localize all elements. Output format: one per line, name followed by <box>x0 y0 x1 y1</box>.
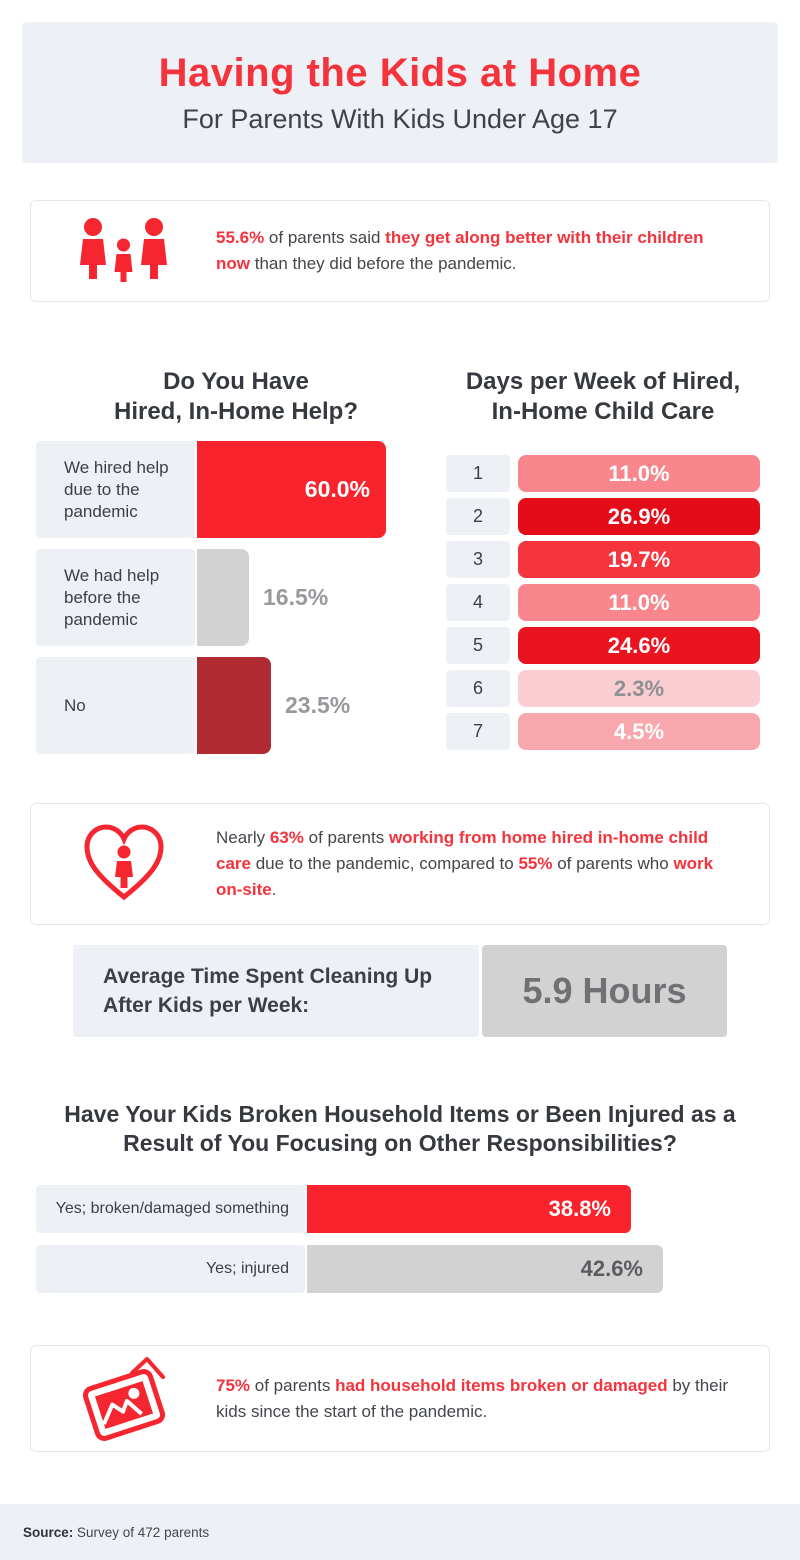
bar <box>197 441 386 538</box>
heat-row <box>446 455 760 492</box>
heat-bar <box>518 584 760 621</box>
charts-row <box>0 367 800 765</box>
chart-days-title: Days per Week of Hired, In-Home Child Care <box>465 368 741 425</box>
day-label: 5 <box>446 627 510 664</box>
heat-bar <box>518 713 760 750</box>
heat-row <box>446 670 760 707</box>
day-label: 3 <box>446 541 510 578</box>
bar-label: We hired help due to the pandemic <box>36 441 195 538</box>
bar-value: 16.5% <box>263 584 329 610</box>
heat-row <box>446 498 760 535</box>
bar <box>197 549 249 646</box>
heat-bar <box>518 627 760 664</box>
bar-value: 42.6% <box>580 1256 643 1281</box>
heat-row <box>446 541 760 578</box>
heat-value: 4.5% <box>613 718 665 744</box>
heat-value: 19.7% <box>607 546 671 572</box>
callout-broken-items-text: 75% of parents had household items broken or damaged by their kids since the start of the pandemic. <box>216 1375 729 1421</box>
heart-person-icon <box>31 819 216 909</box>
callout-get-along <box>30 200 770 302</box>
day-label: 7 <box>446 713 510 750</box>
bar <box>197 657 271 754</box>
page-title: Having the Kids at Home <box>158 50 642 95</box>
cleaning-stat <box>73 945 800 1037</box>
cleaning-stat-value: 5.9 Hours <box>482 945 727 1037</box>
chart-days-per-week <box>446 367 760 765</box>
heat-bar <box>518 541 760 578</box>
bar-row <box>36 1245 800 1293</box>
header-banner <box>22 22 778 163</box>
bar-label: No <box>36 657 195 754</box>
bar-label: Yes; broken/damaged something <box>36 1185 305 1233</box>
heat-value: 11.0% <box>608 589 670 615</box>
heat-value: 26.9% <box>607 503 671 529</box>
heat-row <box>446 713 760 750</box>
callout-child-care-text: Nearly 63% of parents working from home hired in-home child care due to the pandemic, compared to 55% of parents who work on-site. <box>216 828 714 899</box>
bar-label: Yes; injured <box>36 1245 305 1293</box>
callout-child-care <box>30 803 770 925</box>
source-text: Source: Survey of 472 parents <box>23 1524 210 1540</box>
bar-value: 38.8% <box>548 1196 611 1221</box>
cleaning-stat-label: Average Time Spent Cleaning Up After Kids per Week: <box>73 945 479 1037</box>
chart-broken-injured <box>36 1185 800 1293</box>
bar <box>307 1245 663 1293</box>
bar-row <box>36 549 436 646</box>
chart-broken-title: Have Your Kids Broken Household Items or Been Injured as a Result of You Focusing on Other Responsibilities? <box>64 1101 736 1156</box>
chart-hired-help <box>36 367 436 765</box>
day-label: 1 <box>446 455 510 492</box>
day-label: 2 <box>446 498 510 535</box>
callout-broken-items <box>30 1345 770 1452</box>
page-subtitle: For Parents With Kids Under Age 17 <box>182 103 618 134</box>
heat-value: 11.0% <box>608 460 670 486</box>
bar-row <box>36 441 436 538</box>
heat-value: 2.3% <box>613 675 665 701</box>
broken-picture-icon <box>31 1349 216 1449</box>
heat-bar <box>518 455 760 492</box>
bar <box>307 1185 631 1233</box>
bar-label: We had help before the pandemic <box>36 549 195 646</box>
source-footer <box>0 1504 800 1560</box>
heat-row <box>446 584 760 621</box>
family-icon <box>31 215 216 287</box>
day-label: 4 <box>446 584 510 621</box>
bar-value: 23.5% <box>285 692 351 718</box>
heat-row <box>446 627 760 664</box>
bar-row <box>36 657 436 754</box>
heat-bar <box>518 670 760 707</box>
bar-row <box>36 1185 800 1233</box>
day-label: 6 <box>446 670 510 707</box>
chart-hired-help-title: Do You Have Hired, In-Home Help? <box>113 368 359 425</box>
callout-get-along-text: 55.6% of parents said they get along better with their children now than they did before the pandemic. <box>216 228 704 273</box>
heat-bar <box>518 498 760 535</box>
heat-value: 24.6% <box>607 632 671 658</box>
bar-value: 60.0% <box>304 476 370 502</box>
